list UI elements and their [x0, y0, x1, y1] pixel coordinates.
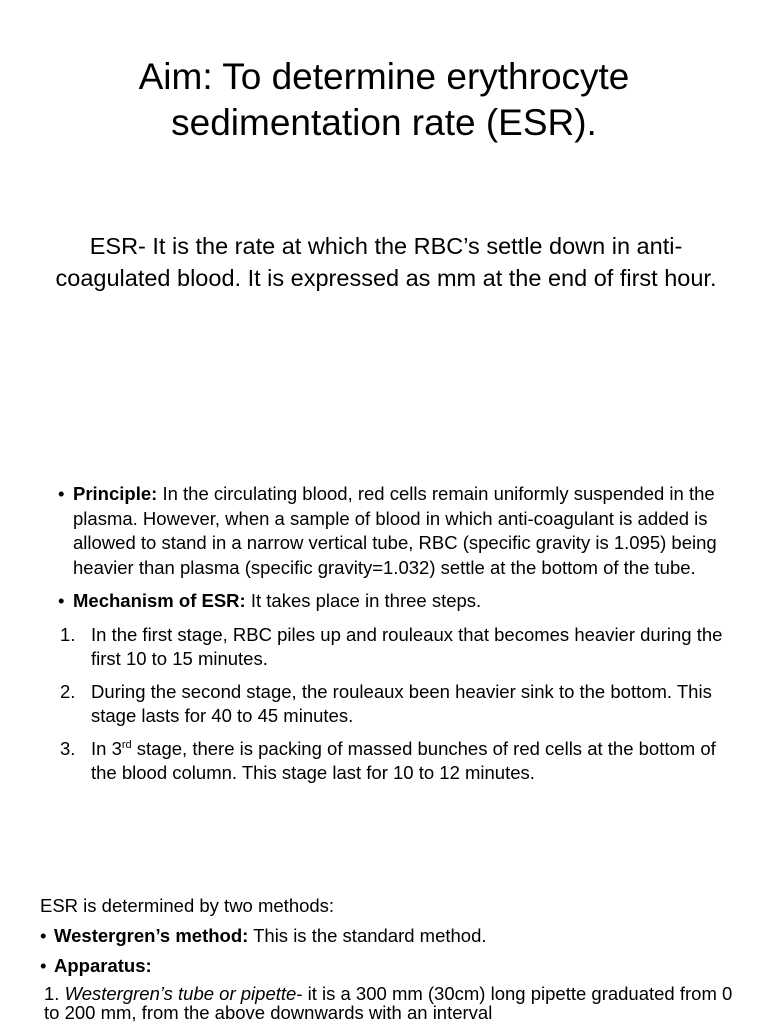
westergren-text: This is the standard method.: [248, 925, 487, 946]
apparatus-name: Westergren’s tube or pipette: [64, 983, 297, 1004]
esr-definition: ESR- It is the rate at which the RBC’s settle down in anti-coagulated blood. It is expressed as mm at the end of first hour.: [55, 233, 717, 291]
stage-text: During the second stage, the rouleaux been heavier sink to the bottom. This stage lasts for 40 to 45 minutes.: [91, 680, 712, 726]
page-title: Aim: To determine erythrocyte sedimentation rate (ESR).: [138, 56, 630, 143]
stage-text: In the first stage, RBC piles up and rouleaux that becomes heavier during the first 10 to 15 minutes.: [91, 623, 723, 669]
stage-number: 2.: [60, 680, 76, 702]
apparatus-text: - it is a 300 mm (30cm) long pipette graduated from 0 to 200 mm, from the above downwards with an interval: [44, 983, 733, 1023]
apparatus-bullet: [40, 954, 740, 978]
westergren-label: Westergren’s method:: [54, 925, 249, 946]
principle-section: [58, 482, 738, 794]
apparatus-number: 1.: [44, 983, 65, 1004]
stage-text-post: stage, there is packing of massed bunches of red cells at the bottom of the blood column. This stage last for 10 to 12 minutes.: [91, 737, 716, 783]
principle-bullet: [58, 482, 738, 580]
apparatus-label: Apparatus:: [54, 955, 152, 976]
stage-number: 1.: [60, 623, 76, 645]
stage-item-1: [58, 623, 738, 672]
principle-text: In the circulating blood, red cells remain uniformly suspended in the plasma. However, when a sample of blood in which anti-coagulant is added is allowed to stand in a narrow vertical tube, RBC (specific gravity is 1.095) being heavier than plasma (specific gravity=1.032) settle at the bottom of the tube.: [73, 483, 717, 578]
apparatus-item-1: [40, 984, 740, 1022]
principle-label: Principle:: [73, 483, 158, 504]
bullet-dot: •: [58, 590, 65, 611]
mechanism-label: Mechanism of ESR:: [73, 590, 246, 611]
mechanism-text: It takes place in three steps.: [245, 590, 482, 611]
stage-superscript: rd: [121, 738, 132, 751]
methods-section: [40, 894, 740, 1028]
mechanism-bullet: [58, 589, 738, 614]
bullet-dot: •: [40, 955, 47, 976]
stage-item-2: [58, 680, 738, 729]
stage-text-pre: In 3: [91, 737, 122, 759]
methods-intro: ESR is determined by two methods:: [40, 895, 335, 916]
stage-number: 3.: [60, 737, 76, 759]
bullet-dot: •: [40, 925, 47, 946]
bullet-dot: •: [58, 483, 65, 504]
stage-item-3: [58, 737, 738, 786]
westergren-bullet: [40, 924, 740, 948]
